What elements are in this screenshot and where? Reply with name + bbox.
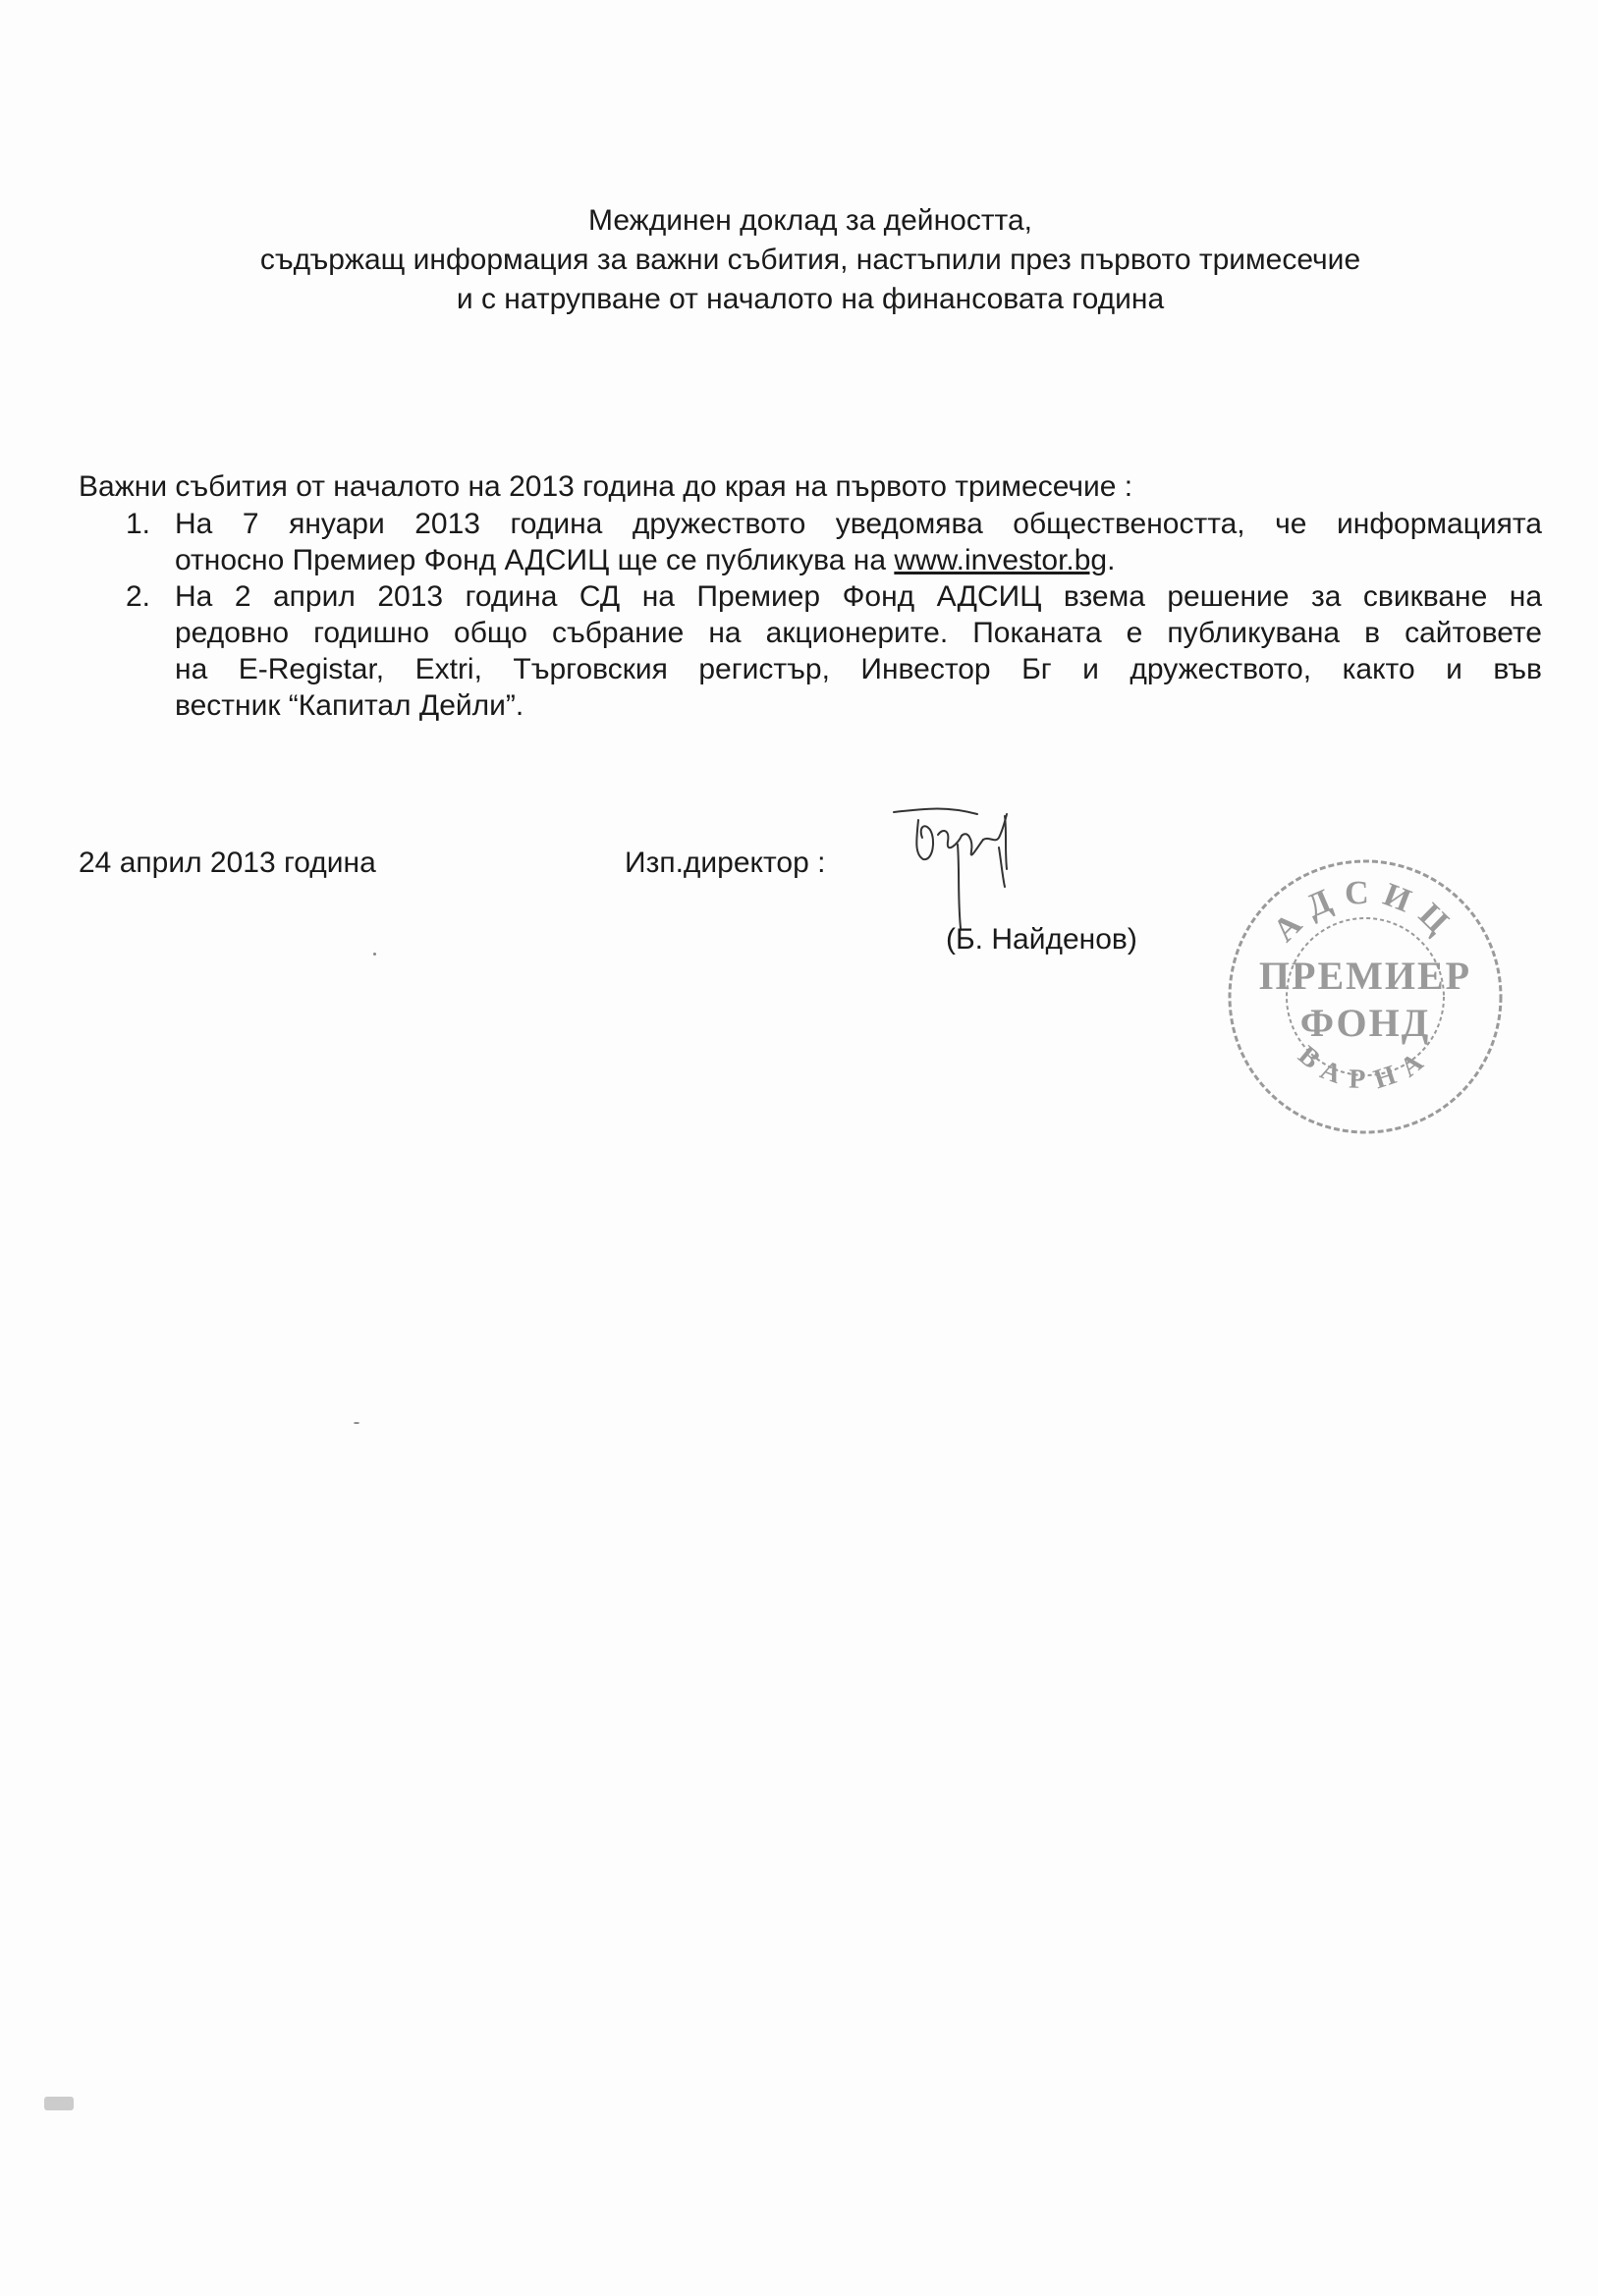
director-name: (Б. Найденов) [946, 923, 1137, 956]
event-1-line-2-text: относно Премиер Фонд АДСИЦ ще се публикува на [175, 544, 895, 576]
event-number: 2. [126, 580, 151, 613]
title-line-3: и с натрупване от началото на финансовата година [456, 283, 1165, 315]
company-stamp-icon [1218, 849, 1513, 1144]
event-2-line-2: редовно годишно общо събрание на акционерите. Поканата е публикувана в сайтовете [175, 617, 1542, 649]
stamp-center-line-2: ФОНД [1299, 1001, 1431, 1045]
event-item [79, 578, 1542, 724]
scan-speck [44, 2097, 74, 2110]
stamp-center-line-1: ПРЕМИЕР [1258, 954, 1472, 998]
stamp-bottom-text: ВАРНА [1292, 1039, 1439, 1096]
scan-speck [354, 1422, 359, 1424]
event-number: 1. [126, 508, 151, 540]
event-1-line-2 [175, 542, 1542, 578]
event-2-line-1: На 2 април 2013 година СД на Премиер Фонд АДСИЦ взема решение за свикване на [175, 580, 1542, 613]
events-list [79, 506, 1542, 724]
events-intro: Важни събития от началото на 2013 година до края на първото тримесечие : [79, 470, 1133, 503]
investor-link[interactable]: www.investor.bg [894, 544, 1108, 576]
stamp-top-text: АДСИЦ [1266, 874, 1464, 950]
director-label: Изп.директор : [625, 847, 826, 879]
event-1-line-1: На 7 януари 2013 година дружеството уведомява обществеността, че информацията [175, 508, 1542, 540]
event-item [79, 506, 1542, 578]
document-date: 24 април 2013 година [79, 847, 376, 879]
event-2-line-4: вестник “Капитал Дейли”. [175, 689, 524, 722]
event-1-line-2-end: . [1107, 544, 1116, 576]
title-line-1: Междинен доклад за дейността, [588, 204, 1032, 237]
title-line-2: съдържащ информация за важни събития, настъпили през първото тримесечие [259, 244, 1361, 276]
scan-speck [373, 953, 376, 956]
event-2-line-3: на E-Registar, Extri, Търговския регистър, Инвестор Бг и дружеството, както и във [175, 653, 1542, 685]
document-title [0, 201, 1598, 319]
